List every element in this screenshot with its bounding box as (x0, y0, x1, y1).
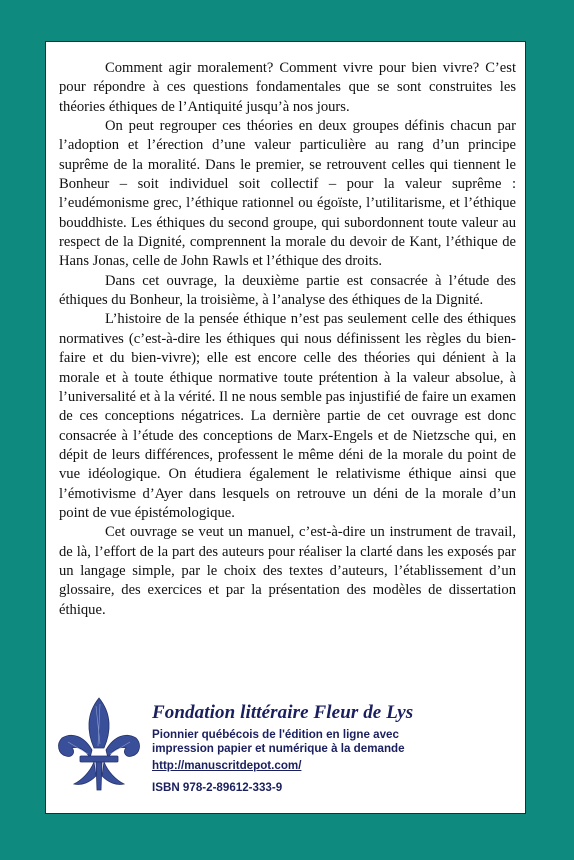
publisher-block (56, 692, 516, 802)
publisher-name: Fondation littéraire Fleur de Lys (152, 702, 414, 723)
publisher-tagline-1: Pionnier québécois de l'édition en ligne avec (152, 728, 399, 741)
isbn-text: ISBN 978-2-89612-333-9 (152, 781, 283, 794)
paragraph-2: On peut regrouper ces théories en deux groupes définis chacun par l’adoption et l’érection d’une valeur particulière au rang d’un principe suprême de la moralité. Dans le premier, se retrouvent celles qui tiennent le Bonheur – soit individuel soit collectif – pour la valeur suprême : l’eudémonisme grec, l’éthique rationnel ou égoïste, l’utilitarisme, et l’éthique bouddhiste. Les éthiques du second groupe, qui subordonnent toute valeur au respect de la Dignité, comprennent la morale du devoir de Kant, l’éthique de Hans Jonas, celle de John Rawls et l’éthique des droits. (59, 118, 516, 270)
body-text (59, 59, 516, 620)
paragraph-3: Dans cet ouvrage, la deuxième partie est consacrée à l’étude des éthiques du Bonheur, la troisième, à l’analyse des éthiques de la Dignité. (59, 272, 516, 309)
paragraph-5: Cet ouvrage se veut un manuel, c’est-à-dire un instrument de travail, de là, l’effort de la part des auteurs pour réaliser la clarté dans les exposés par un langage simple, par le choix des textes d’auteurs, l’établissement d’un glossaire, des exercices et par la présentation des modèles de dissertation éthique. (59, 524, 516, 618)
back-cover-panel (45, 41, 526, 814)
paragraph-4: L’histoire de la pensée éthique n’est pas seulement celle des éthiques normatives (c’est-à-dire les éthiques qui nous définissent les règles du bien-faire et du bien-vivre); elle est encore celle des théories qui dénient à la morale et à toute éthique normative toute prétention à la valeur absolue, à l’universalité et à la vérité. Il ne nous semble pas injustifié de faire un examen de ces conceptions négatrices. La dernière partie de cet ouvrage est donc consacrée à l’étude des conceptions de Marx-Engels et de Nietzsche qui, en dépit de leurs différences, professent le même déni de la morale du point de vue idéologique. On étudiera également le relativisme éthique ainsi que l’émotivisme d’Ayer dans lesquels on retrouve un déni de la morale d’un point de vue épistémologique. (59, 311, 516, 521)
publisher-tagline-2: impression papier et numérique à la demande (152, 742, 405, 755)
paragraph-1: Comment agir moralement? Comment vivre pour bien vivre? C’est pour répondre à ces questions fondamentales que se sont construites les théories éthiques de l’Antiquité jusqu’à nos jours. (59, 60, 516, 115)
fleur-de-lys-icon (56, 696, 142, 796)
publisher-info (152, 728, 405, 795)
publisher-url-link[interactable]: http://manuscritdepot.com/ (152, 759, 302, 772)
